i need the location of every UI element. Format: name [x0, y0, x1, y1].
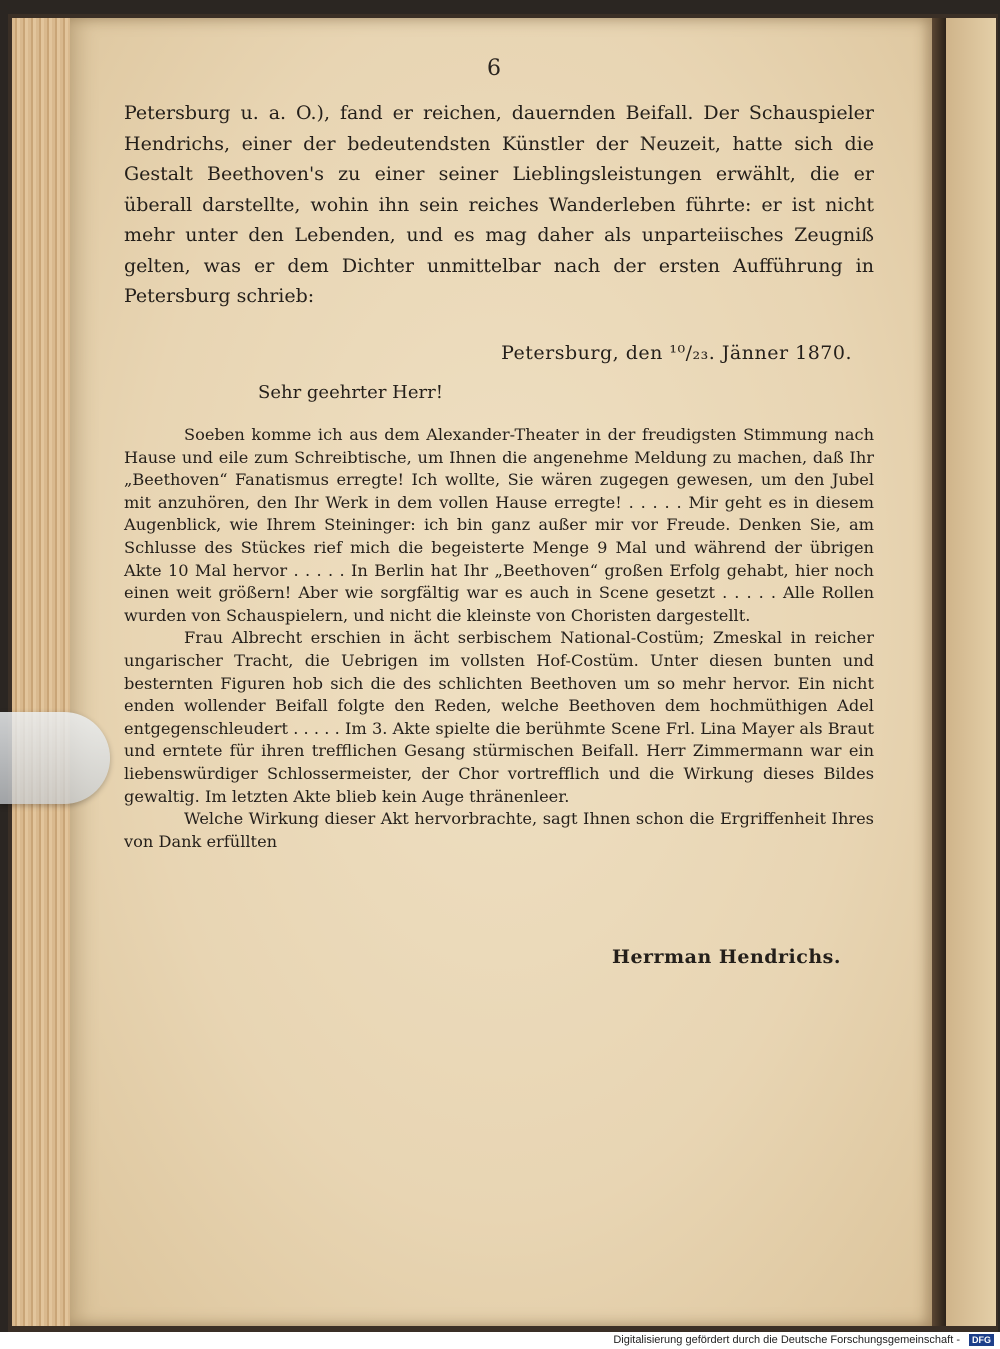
page-clip — [0, 712, 110, 804]
letter-salutation: Sehr geehrter Herr! — [258, 382, 443, 403]
adjacent-page-edge — [946, 18, 996, 1326]
letter-paragraph: Soeben komme ich aus dem Alexander-Theater in der freudigsten Stimmung nach Hause und eile zum Schreibtische, um Ihnen die angenehme Meldung zu machen, daß Ihr „Beethoven“ Fanatismus erregte! Ich wollte, Sie wären zugegen gewesen, um den Jubel mit anzuhören, den Ihr Werk in dem vollen Hause erregte! . . . . . Mir geht es in diesem Augenblick, wie Ihrem Steininger: ich bin ganz außer mir vor Freude. Denken Sie, am Schlusse des Stückes rief mich die begeisterte Menge 9 Mal und während der übrigen Akte 10 Mal hervor . . . . . In Berlin hat Ihr „Beethoven“ großen Erfolg gehabt, hier noch einen weit größern! Aber wie sorgfältig war es auch in Scene gesetzt . . . . . Alle Rollen wurden von Schauspielern, und nicht die kleinste von Choristen dargestellt. — [124, 425, 874, 625]
letter-paragraph: Frau Albrecht erschien in ächt serbischem National-Costüm; Zmeskal in reicher ungarischer Tracht, die Uebrigen im vollsten Hof-Costüm. Unter diesen bunten und besternten Figuren hob sich die des schlichten Beethoven um so mehr hervor. Ein nicht enden wollender Beifall folgte den Reden, welche Beethoven dem hochmüthigen Adel entgegenschleudert . . . . . Im 3. Akte spielte die berühmte Scene Frl. Lina Mayer als Braut und erntete für ihren trefflichen Gesang stürmischen Beifall. Herr Zimmermann war ein liebenswürdiger Schlossermeister, der Chor vortrefflich und die Wirkung dieses Bildes gewaltig. Im letzten Akte blieb kein Auge thränenleer. — [124, 628, 874, 806]
letter-dateline: Petersburg, den ¹⁰/₂₃. Jänner 1870. — [501, 342, 852, 364]
letter-signature: Herrman Hendrichs. — [612, 946, 841, 968]
body-paragraph: Petersburg u. a. O.), fand er reichen, dauernden Beifall. Der Schauspieler Hendrichs, einer der bedeutendsten Künstler der Neuzeit, hatte sich die Gestalt Beethoven's zu einer seiner Lieblingsleistungen erwählt, die er überall darstellte, wohin ihn sein reiches Wanderleben führte: er ist nicht mehr unter den Lebenden, und es mag daher als unparteiisches Zeugniß gelten, was er dem Dichter unmittelbar nach der ersten Aufführung in Petersburg schrieb: — [124, 102, 874, 307]
footer-credit: Digitalisierung gefördert durch die Deutsche Forschungsgemeinschaft - — [613, 1334, 960, 1346]
footer-bar — [0, 1332, 1000, 1349]
book-page-edges — [12, 18, 72, 1326]
page-number: 6 — [487, 56, 501, 81]
book-gutter — [932, 18, 946, 1326]
letter-body — [124, 424, 874, 853]
dfg-logo: DFG — [969, 1334, 994, 1346]
letter-paragraph: Welche Wirkung dieser Akt hervorbrachte, sagt Ihnen schon die Ergriffenheit Ihres von Dank erfüllten — [124, 809, 874, 851]
